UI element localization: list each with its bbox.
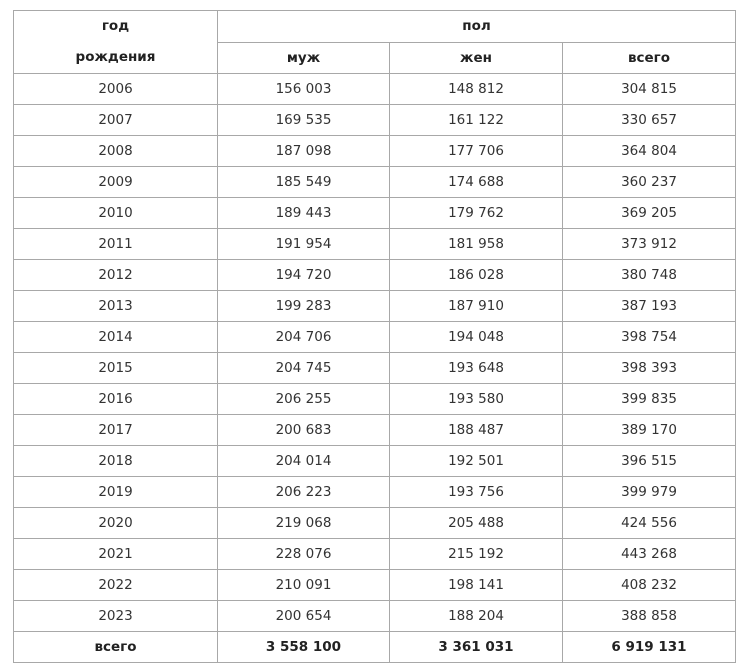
table-row [14,322,736,353]
totals-female-cell: 3 361 031 [390,632,563,663]
total-cell: 408 232 [563,570,736,601]
table-row [14,167,736,198]
year-cell: 2018 [14,446,218,477]
totals-total-cell: 6 919 131 [563,632,736,663]
total-cell: 387 193 [563,291,736,322]
total-cell: 396 515 [563,446,736,477]
total-cell: 424 556 [563,508,736,539]
year-cell: 2009 [14,167,218,198]
female-cell: 193 756 [390,477,563,508]
female-header: жен [390,42,563,74]
year-cell: 2017 [14,415,218,446]
female-cell: 174 688 [390,167,563,198]
total-cell: 398 393 [563,353,736,384]
total-cell: 330 657 [563,105,736,136]
male-cell: 156 003 [218,74,390,105]
female-cell: 205 488 [390,508,563,539]
female-cell: 186 028 [390,260,563,291]
table-row [14,74,736,105]
female-cell: 192 501 [390,446,563,477]
total-cell: 373 912 [563,229,736,260]
total-cell: 360 237 [563,167,736,198]
table-row [14,446,736,477]
female-cell: 187 910 [390,291,563,322]
table-row [14,353,736,384]
table-row [14,601,736,632]
table-row [14,539,736,570]
totals-row [14,632,736,663]
year-cell: 2015 [14,353,218,384]
total-cell: 304 815 [563,74,736,105]
male-cell: 194 720 [218,260,390,291]
sex-header: пол [218,11,736,43]
female-cell: 215 192 [390,539,563,570]
year-cell: 2012 [14,260,218,291]
total-cell: 388 858 [563,601,736,632]
year-cell: 2010 [14,198,218,229]
male-cell: 219 068 [218,508,390,539]
male-cell: 210 091 [218,570,390,601]
male-cell: 169 535 [218,105,390,136]
male-cell: 206 255 [218,384,390,415]
year-cell: 2021 [14,539,218,570]
table-header [14,11,736,74]
male-cell: 189 443 [218,198,390,229]
female-cell: 188 204 [390,601,563,632]
total-cell: 369 205 [563,198,736,229]
female-cell: 177 706 [390,136,563,167]
year-cell: 2008 [14,136,218,167]
male-cell: 187 098 [218,136,390,167]
table-row [14,229,736,260]
male-cell: 191 954 [218,229,390,260]
year-cell: 2020 [14,508,218,539]
male-cell: 204 706 [218,322,390,353]
male-cell: 206 223 [218,477,390,508]
table-row [14,570,736,601]
table-row [14,384,736,415]
total-cell: 389 170 [563,415,736,446]
year-of-birth-header [14,11,218,74]
total-cell: 398 754 [563,322,736,353]
female-cell: 193 580 [390,384,563,415]
female-cell: 188 487 [390,415,563,446]
year-cell: 2006 [14,74,218,105]
male-cell: 200 683 [218,415,390,446]
total-cell: 399 835 [563,384,736,415]
female-cell: 198 141 [390,570,563,601]
year-cell: 2007 [14,105,218,136]
total-cell: 399 979 [563,477,736,508]
male-cell: 204 014 [218,446,390,477]
year-cell: 2023 [14,601,218,632]
table-row [14,415,736,446]
total-header: всего [563,42,736,74]
female-cell: 193 648 [390,353,563,384]
year-header-line2: рождения [75,49,156,65]
totals-label-cell: всего [14,632,218,663]
year-cell: 2011 [14,229,218,260]
male-cell: 200 654 [218,601,390,632]
female-cell: 194 048 [390,322,563,353]
female-cell: 181 958 [390,229,563,260]
births-by-sex-table [13,10,736,663]
male-cell: 199 283 [218,291,390,322]
table-row [14,198,736,229]
table-row [14,105,736,136]
table-row [14,508,736,539]
total-cell: 380 748 [563,260,736,291]
year-cell: 2013 [14,291,218,322]
table-row [14,260,736,291]
table-row [14,136,736,167]
year-cell: 2016 [14,384,218,415]
table-body [14,74,736,663]
male-cell: 185 549 [218,167,390,198]
year-cell: 2022 [14,570,218,601]
table-container [13,10,736,663]
male-cell: 204 745 [218,353,390,384]
female-cell: 161 122 [390,105,563,136]
year-cell: 2014 [14,322,218,353]
male-cell: 228 076 [218,539,390,570]
total-cell: 364 804 [563,136,736,167]
year-header-line1: год [101,18,130,34]
female-cell: 179 762 [390,198,563,229]
year-cell: 2019 [14,477,218,508]
male-header: муж [218,42,390,74]
table-row [14,477,736,508]
total-cell: 443 268 [563,539,736,570]
totals-male-cell: 3 558 100 [218,632,390,663]
header-row-top [14,11,736,43]
table-row [14,291,736,322]
female-cell: 148 812 [390,74,563,105]
